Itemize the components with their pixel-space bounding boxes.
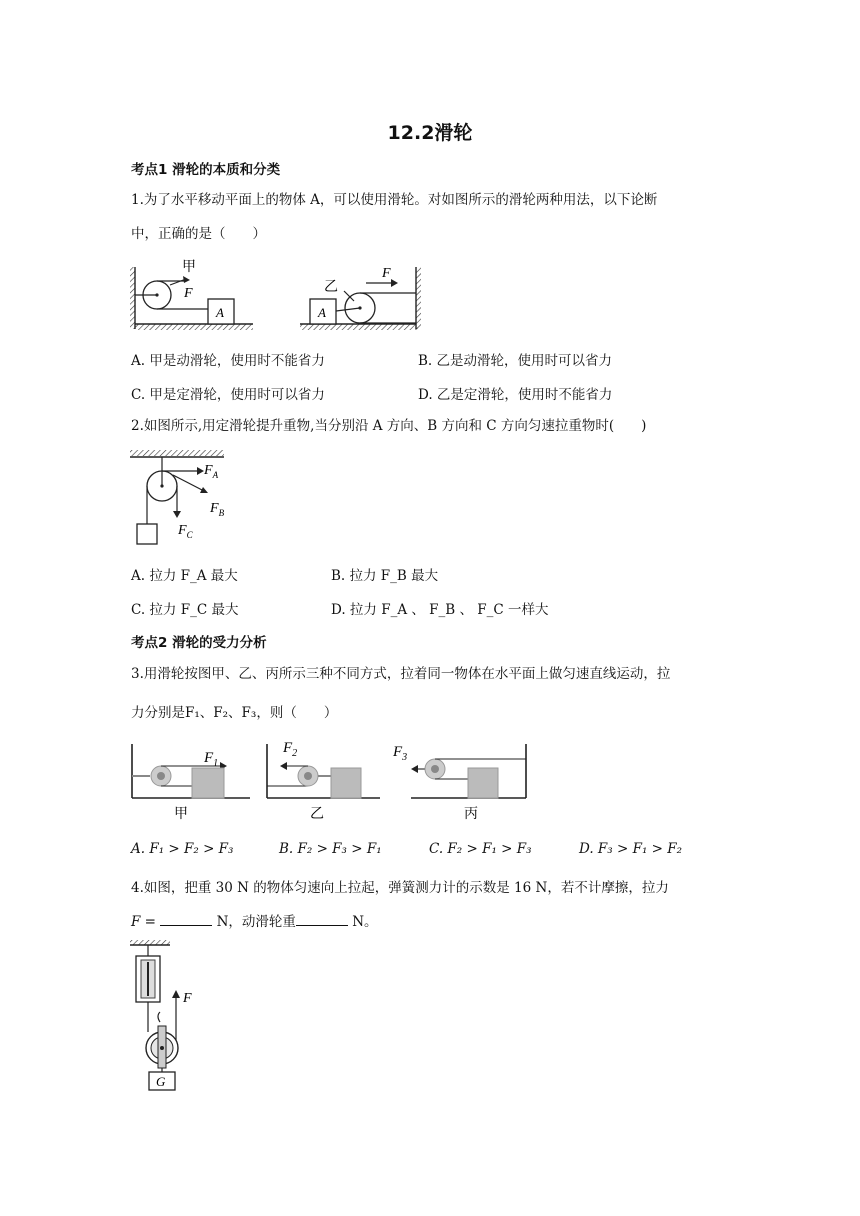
question-1-option-b: B. 乙是动滑轮，使用时可以省力: [418, 353, 613, 369]
question-4-figure: [128, 938, 208, 1098]
answer-blank-force[interactable]: [160, 912, 212, 926]
label-a: A: [216, 305, 224, 320]
question-4-end-text: N。: [352, 914, 378, 930]
question-1-option-c: C. 甲是定滑轮，使用时可以省力: [131, 387, 325, 403]
question-2-option-b: B. 拉力 F_B 最大: [331, 568, 439, 584]
question-1-line-2: 中，正确的是（ ）: [131, 226, 266, 242]
question-1-option-d: D. 乙是定滑轮，使用时不能省力: [418, 387, 613, 403]
question-2-line-1: 2.如图所示,用定滑轮提升重物,当分别沿 A 方向、B 方向和 C 方向匀速拉重物时( ): [131, 418, 647, 434]
question-2-figure: [128, 448, 248, 548]
question-1-line-1: 1.为了水平移动平面上的物体 A，可以使用滑轮。对如图所示的滑轮两种用法，以下论断: [131, 192, 658, 208]
label-g: G: [156, 1074, 166, 1089]
question-1-figure: [128, 255, 428, 335]
answer-blank-pulley-weight[interactable]: [296, 912, 348, 926]
section-heading-1: 考点1 滑轮的本质和分类: [131, 162, 281, 178]
question-3-option-a: A. F₁ > F₂ > F₃: [131, 841, 234, 857]
label-f: F: [382, 266, 391, 281]
label-a: A: [318, 305, 326, 320]
label-f3: $F_3$: [393, 744, 408, 763]
question-4-line-1: 4.如图，把重 30 N 的物体匀速向上拉起，弹簧测力计的示数是 16 N，若不计摩擦，拉力: [131, 880, 669, 896]
label-jia: 甲: [182, 260, 196, 275]
label-f1: $F_1$: [204, 750, 219, 769]
question-3-line-1: 3.用滑轮按图甲、乙、丙所示三种不同方式，拉着同一物体在水平面上做匀速直线运动，拉: [131, 666, 671, 682]
question-4-mid-text: N，动滑轮重: [216, 914, 296, 930]
page-title: 12.2滑轮: [387, 122, 473, 144]
label-bing: 丙: [464, 807, 478, 822]
question-3-option-c: C. F₂ > F₁ > F₃: [429, 841, 532, 857]
question-4-line-2: [131, 912, 378, 932]
label-yi: 乙: [324, 280, 338, 295]
label-fa: $F_A$: [204, 463, 219, 480]
question-2-option-a: A. 拉力 F_A 最大: [131, 568, 238, 584]
label-yi: 乙: [310, 807, 324, 822]
question-3-option-b: B. F₂ > F₃ > F₁: [279, 841, 382, 857]
question-3-line-2: 力分别是F₁、F₂、F₃，则（ ）: [131, 705, 338, 721]
label-jia: 甲: [174, 807, 188, 822]
question-1-option-a: A. 甲是动滑轮，使用时不能省力: [131, 353, 325, 369]
question-4-f-label: F =: [131, 914, 156, 930]
label-fb: $F_B$: [210, 501, 225, 518]
section-heading-2: 考点2 滑轮的受力分析: [131, 635, 267, 651]
question-3-option-d: D. F₃ > F₁ > F₂: [579, 841, 683, 857]
label-fc: $F_C$: [178, 523, 193, 540]
label-f: F: [184, 286, 193, 301]
question-2-option-d: D. 拉力 F_A 、 F_B 、 F_C 一样大: [331, 602, 549, 618]
question-2-option-c: C. 拉力 F_C 最大: [131, 602, 239, 618]
question-3-figure: [128, 736, 530, 826]
label-f2: $F_2$: [283, 740, 298, 759]
label-f: F: [183, 991, 192, 1006]
